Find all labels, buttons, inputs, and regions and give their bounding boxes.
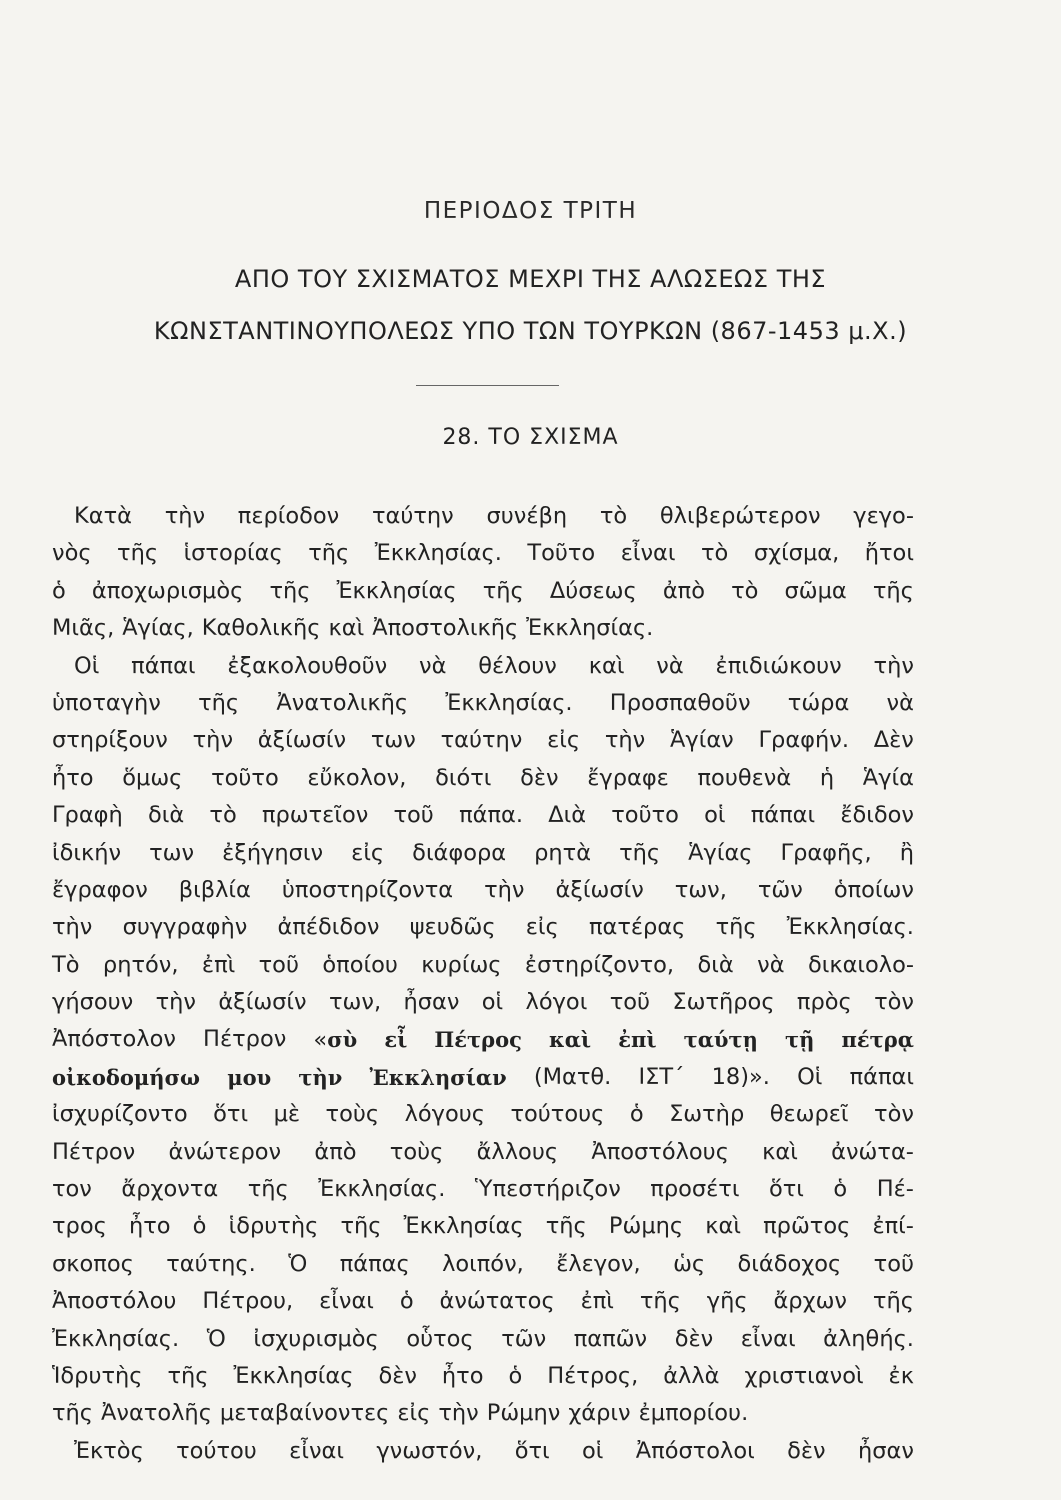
text-line: τρος ἦτο ὁ ἱδρυτὴς τῆς Ἐκκλησίας τῆς Ρώμης καὶ πρῶτος ἐπί- bbox=[52, 1213, 914, 1240]
text-line: Πέτρον ἀνώτερον ἀπὸ τοὺς ἄλλους Ἀποστόλους καὶ ἀνώτα- bbox=[52, 1138, 914, 1165]
chapter-title-line-2: ΚΩΝΣΤΑΝΤΙΝΟΥΠΟΛΕΩΣ ΥΠΟ ΤΩΝ ΤΟΥΡΚΩΝ (867-1453 μ.Χ.) bbox=[153, 317, 908, 345]
text-line: ὁ ἀποχωρισμὸς τῆς Ἐκκλησίας τῆς Δύσεως ἀπὸ τὸ σῶμα τῆς bbox=[52, 577, 914, 604]
chapter-title-line-1: ΑΠΟ ΤΟΥ ΣΧΙΣΜΑΤΟΣ ΜΕΧΡΙ ΤΗΣ ΑΛΩΣΕΩΣ ΤΗΣ bbox=[234, 265, 827, 293]
text-line: Μιᾶς, Ἁγίας, Καθολικῆς καὶ Ἀποστολικῆς Ἐκκλησίας. bbox=[52, 615, 654, 642]
text-line: ἰδικήν των ἐξήγησιν εἰς διάφορα ρητὰ τῆς Ἁγίας Γραφῆς, ἢ bbox=[52, 839, 914, 866]
text-line: Τὸ ρητόν, ἐπὶ τοῦ ὁποίου κυρίως ἐστηρίζοντο, διὰ νὰ δικαιολο- bbox=[52, 951, 914, 978]
text-line: νὸς τῆς ἱστορίας τῆς Ἐκκλησίας. Τοῦτο εἶναι τὸ σχίσμα, ἤτοι bbox=[52, 540, 914, 567]
text-line: τῆς Ἀνατολῆς μεταβαίνοντες εἰς τὴν Ρώμην χάριν ἐμπορίου. bbox=[52, 1400, 749, 1427]
text-line: οἰκοδομήσω μου τὴν Ἐκκλησίαν (Ματθ. ΙΣΤ΄ 18)». Οἱ πάπαι bbox=[52, 1063, 914, 1090]
text-line: στηρίξουν τὴν ἀξίωσίν των ταύτην εἰς τὴν Ἁγίαν Γραφήν. Δὲν bbox=[52, 727, 914, 754]
text-line: ὑποταγὴν τῆς Ἀνατολικῆς Ἐκκλησίας. Προσπαθοῦν τώρα νὰ bbox=[52, 689, 914, 716]
text-line: Κατὰ τὴν περίοδον ταύτην συνέβη τὸ θλιβερώτερον γεγο- bbox=[74, 503, 914, 529]
text-line: τὴν συγγραφὴν ἀπέδιδον ψευδῶς εἰς πατέρας τῆς Ἐκκλησίας. bbox=[52, 914, 914, 941]
text-line: ἦτο ὅμως τοῦτο εὔκολον, διότι δὲν ἔγραφε πουθενὰ ἡ Ἁγία bbox=[52, 764, 914, 791]
text-line: Ἀπόστολον Πέτρον «σὺ εἶ Πέτρος καὶ ἐπὶ ταύτῃ τῇ πέτρᾳ bbox=[52, 1026, 914, 1054]
text-line: Ἐκτὸς τούτου εἶναι γνωστόν, ὅτι οἱ Ἀπόστολοι δὲν ἦσαν bbox=[74, 1437, 914, 1464]
period-heading: ΠΕΡΙΟΔΟΣ ΤΡΙΤΗ bbox=[423, 198, 638, 224]
text-line: Ἀποστόλου Πέτρου, εἶναι ὁ ἀνώτατος ἐπὶ τῆς γῆς ἄρχων τῆς bbox=[52, 1288, 914, 1315]
text-line: σκοπος ταύτης. Ὁ πάπας λοιπόν, ἔλεγον, ὡς διάδοχος τοῦ bbox=[52, 1250, 914, 1277]
text-line: γήσουν τὴν ἀξίωσίν των, ἦσαν οἱ λόγοι τοῦ Σωτῆρος πρὸς τὸν bbox=[52, 989, 914, 1016]
body-text bbox=[52, 498, 914, 1470]
text-line: Οἱ πάπαι ἐξακολουθοῦν νὰ θέλουν καὶ νὰ ἐπιδιώκουν τὴν bbox=[74, 652, 914, 679]
text-line: τον ἄρχοντα τῆς Ἐκκλησίας. Ὑπεστήριζον προσέτι ὅτι ὁ Πέ- bbox=[52, 1176, 914, 1203]
text-line: Ἱδρυτὴς τῆς Ἐκκλησίας δὲν ἦτο ὁ Πέτρος, ἀλλὰ χριστιανοὶ ἐκ bbox=[52, 1362, 914, 1389]
text-line: ἔγραφον βιβλία ὑποστηρίζοντα τὴν ἀξίωσίν των, τῶν ὁποίων bbox=[52, 876, 914, 903]
text-line: Γραφὴ διὰ τὸ πρωτεῖον τοῦ πάπα. Διὰ τοῦτο οἱ πάπαι ἔδιδον bbox=[52, 802, 914, 829]
section-title: 28. ΤΟ ΣΧΙΣΜΑ bbox=[442, 425, 619, 450]
text-line: ἰσχυρίζοντο ὅτι μὲ τοὺς λόγους τούτους ὁ Σωτὴρ θεωρεῖ τὸν bbox=[52, 1101, 914, 1128]
text-line: Ἐκκλησίας. Ὁ ἰσχυρισμὸς οὗτος τῶν παπῶν δὲν εἶναι ἀληθής. bbox=[52, 1325, 914, 1352]
title-divider bbox=[416, 385, 559, 386]
